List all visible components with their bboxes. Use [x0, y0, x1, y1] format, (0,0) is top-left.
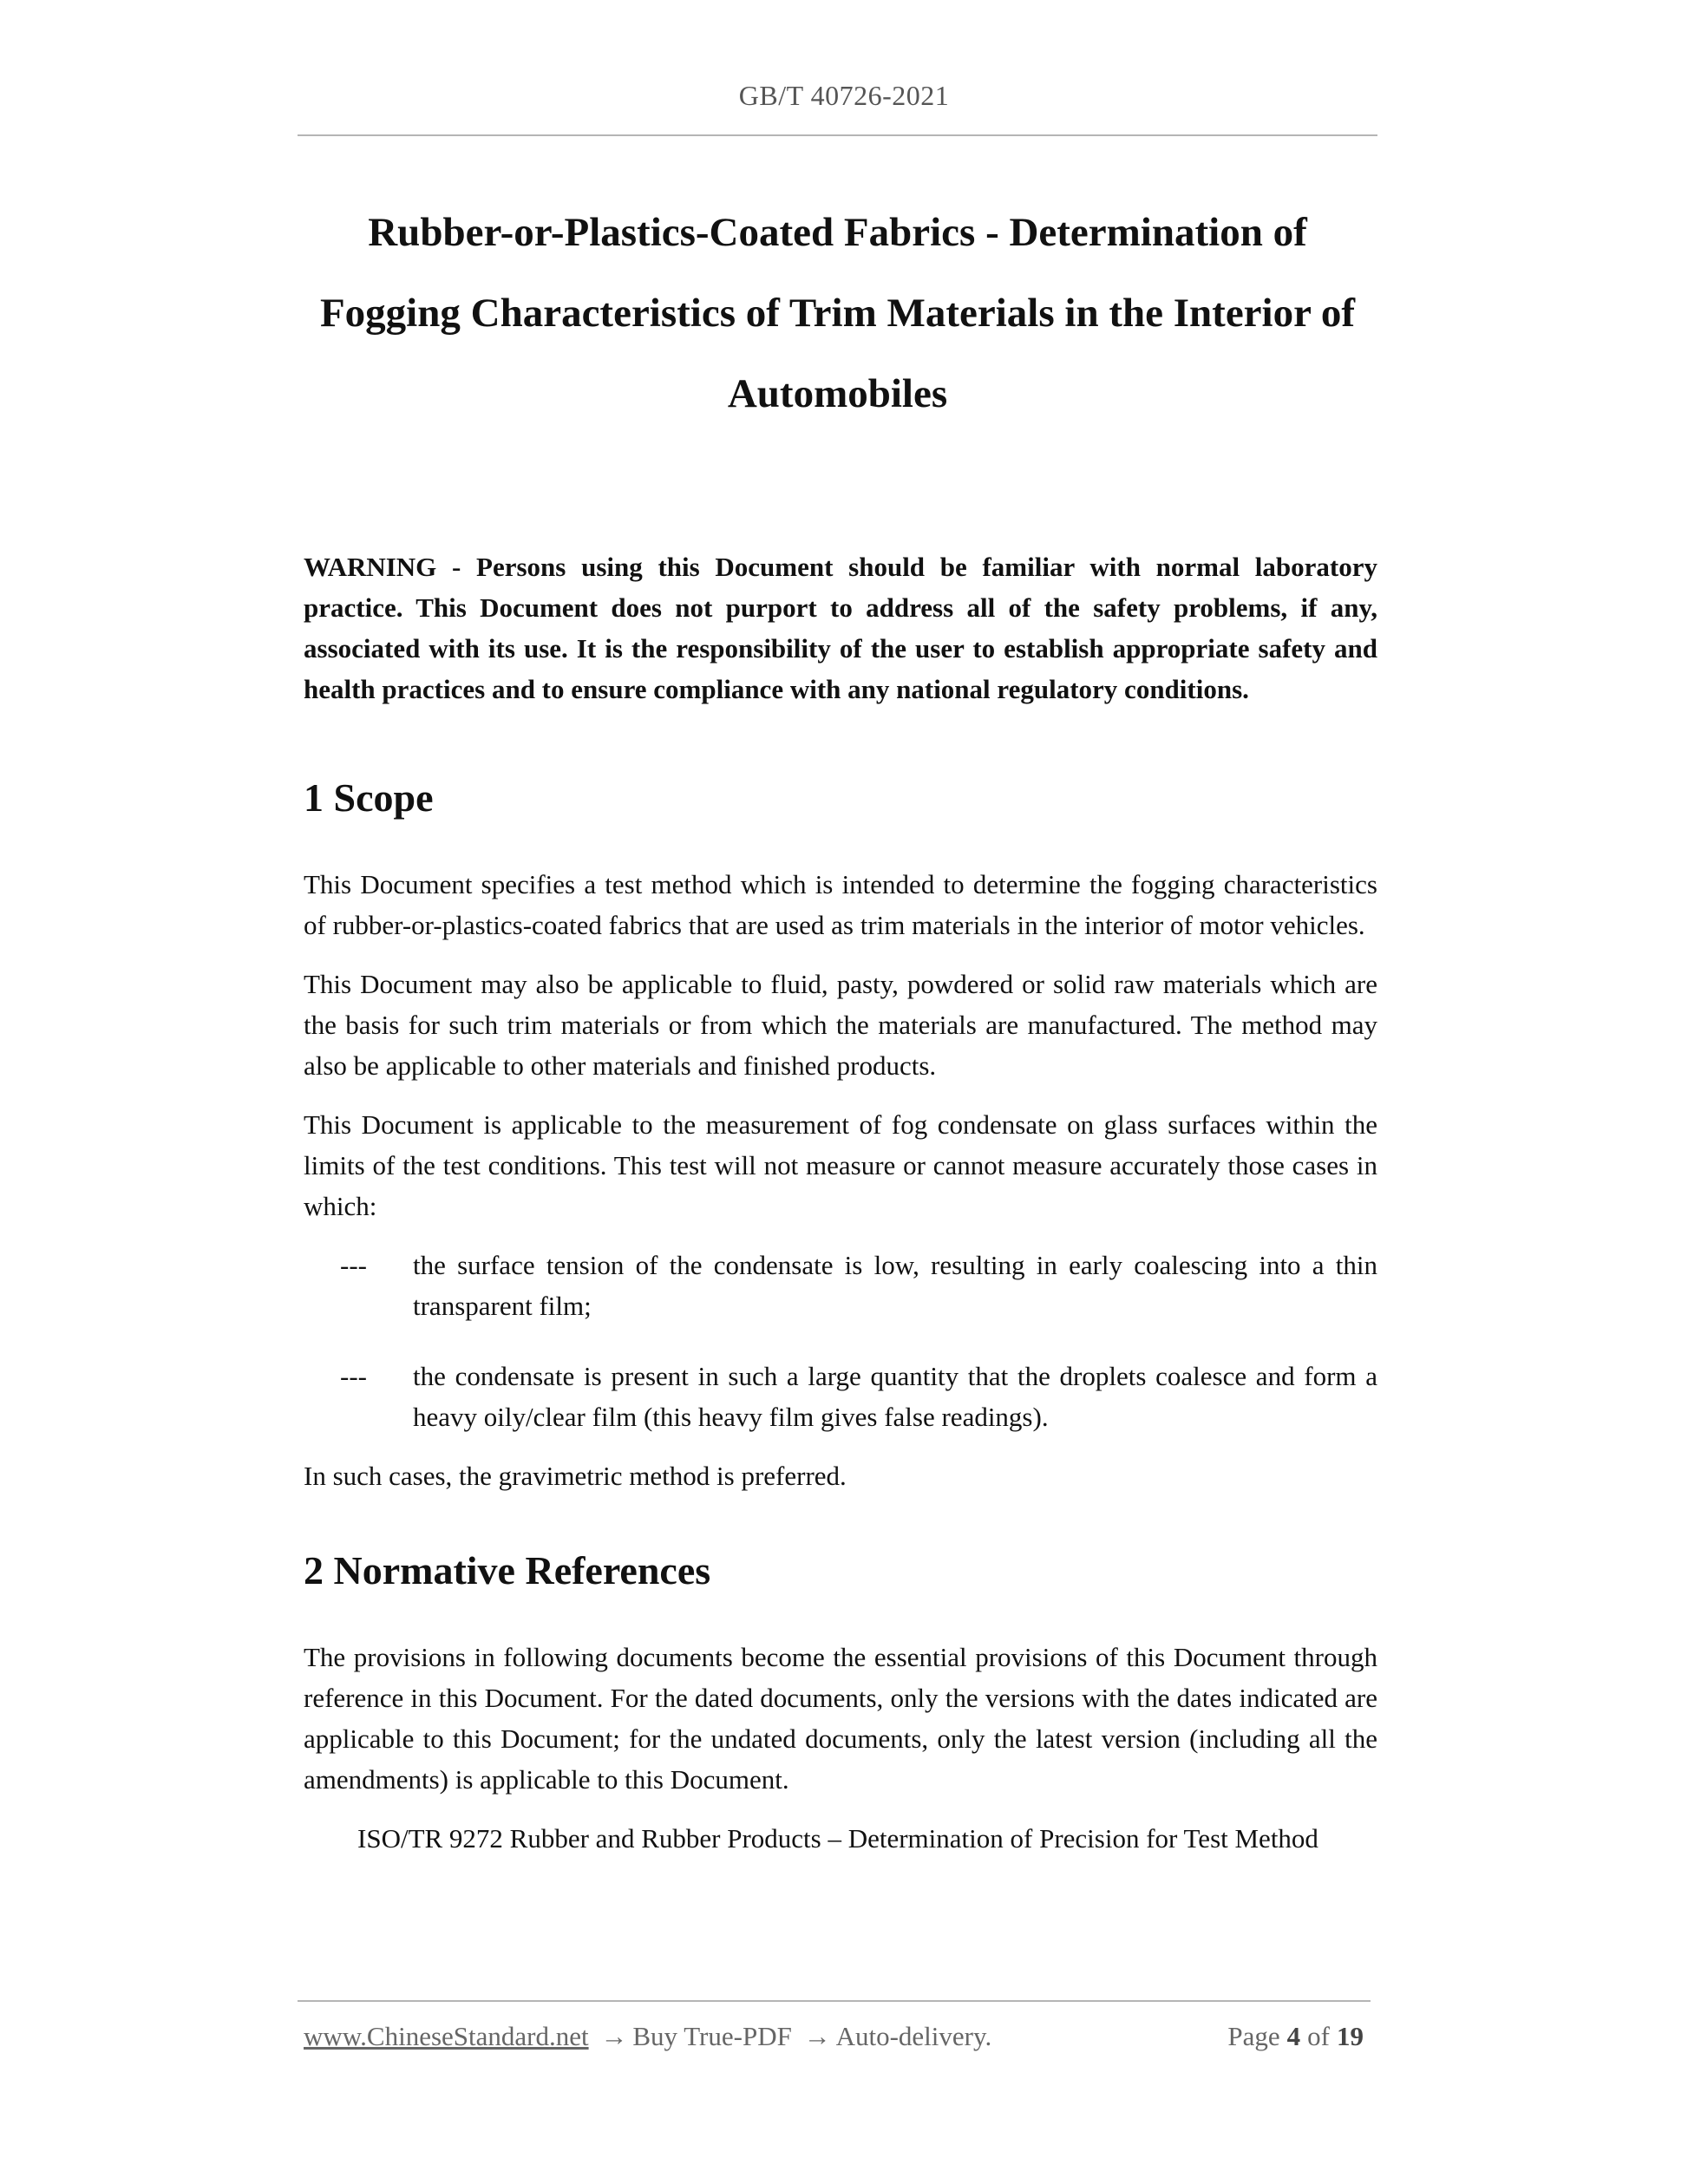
scope-paragraph-4: In such cases, the gravimetric method is preferred.	[304, 1461, 847, 1491]
header-divider	[298, 134, 1377, 136]
arrow-right-icon: →	[600, 2021, 628, 2051]
page-label: Page	[1227, 2021, 1280, 2051]
dash-marker: ---	[340, 1250, 367, 1280]
buy-pdf-text: Buy True-PDF	[632, 2021, 792, 2051]
scope-list-item-2	[340, 1356, 1377, 1437]
document-body	[304, 546, 1377, 1859]
dash-marker: ---	[340, 1361, 367, 1391]
auto-delivery-text: Auto-delivery.	[835, 2021, 992, 2051]
scope-paragraph-1: This Document specifies a test method which is intended to determine the fogging characteristics of rubber-or-plastics-coated fabrics that are used as trim materials in the interior of motor vehicles.	[304, 869, 1377, 940]
current-page-number: 4	[1286, 2021, 1301, 2051]
website-link[interactable]: www.ChineseStandard.net	[304, 2021, 589, 2051]
footer-divider	[298, 2000, 1371, 2002]
footer-promo	[304, 2017, 991, 2056]
scope-list-item-1	[340, 1245, 1377, 1326]
standard-code-header: GB/T 40726-2021	[738, 80, 950, 111]
warning-paragraph: WARNING - Persons using this Document should be familiar with normal laboratory practice. This Document does not purport to address all of the safety problems, if any, associated with its use. It is the responsibility of the user to establish appropriate safety and health practices and to ensure compliance with any national regulatory conditions.	[304, 552, 1377, 704]
scope-paragraph-2: This Document may also be applicable to fluid, pasty, powdered or solid raw materials which are the basis for such trim materials or from which the materials are manufactured. The method may also be applicable to other materials and finished products.	[304, 969, 1377, 1081]
document-title: Rubber-or-Plastics-Coated Fabrics - Determination of Fogging Characteristics of Trim Materials in the Interior of Automobiles	[319, 210, 1356, 416]
scope-list-item-text: the condensate is present in such a large quantity that the droplets coalesce and form a heavy oily/clear film (this heavy film gives false readings).	[413, 1361, 1377, 1432]
scope-paragraph-3: This Document is applicable to the measurement of fog condensate on glass surfaces within the limits of the test conditions. This test will not measure or cannot measure accurately those cases in which:	[304, 1109, 1377, 1221]
total-pages-number: 19	[1337, 2021, 1364, 2051]
page-indicator	[1227, 2017, 1371, 2056]
section-2-heading: 2 Normative References	[304, 1548, 711, 1592]
arrow-right-icon: →	[803, 2021, 831, 2051]
references-paragraph: The provisions in following documents become the essential provisions of this Document through reference in this Document. For the dated documents, only the versions with the dates indicated are applicable to this Document; for the undated documents, only the latest version (including all the amendments) is applicable to this Document.	[304, 1642, 1377, 1795]
section-1-heading: 1 Scope	[304, 775, 434, 820]
of-label: of	[1307, 2021, 1330, 2051]
scope-list-item-text: the surface tension of the condensate is low, resulting in early coalescing into a thin transparent film;	[413, 1250, 1377, 1321]
reference-item-1: ISO/TR 9272 Rubber and Rubber Products – Determination of Precision for Test Method	[357, 1823, 1318, 1854]
